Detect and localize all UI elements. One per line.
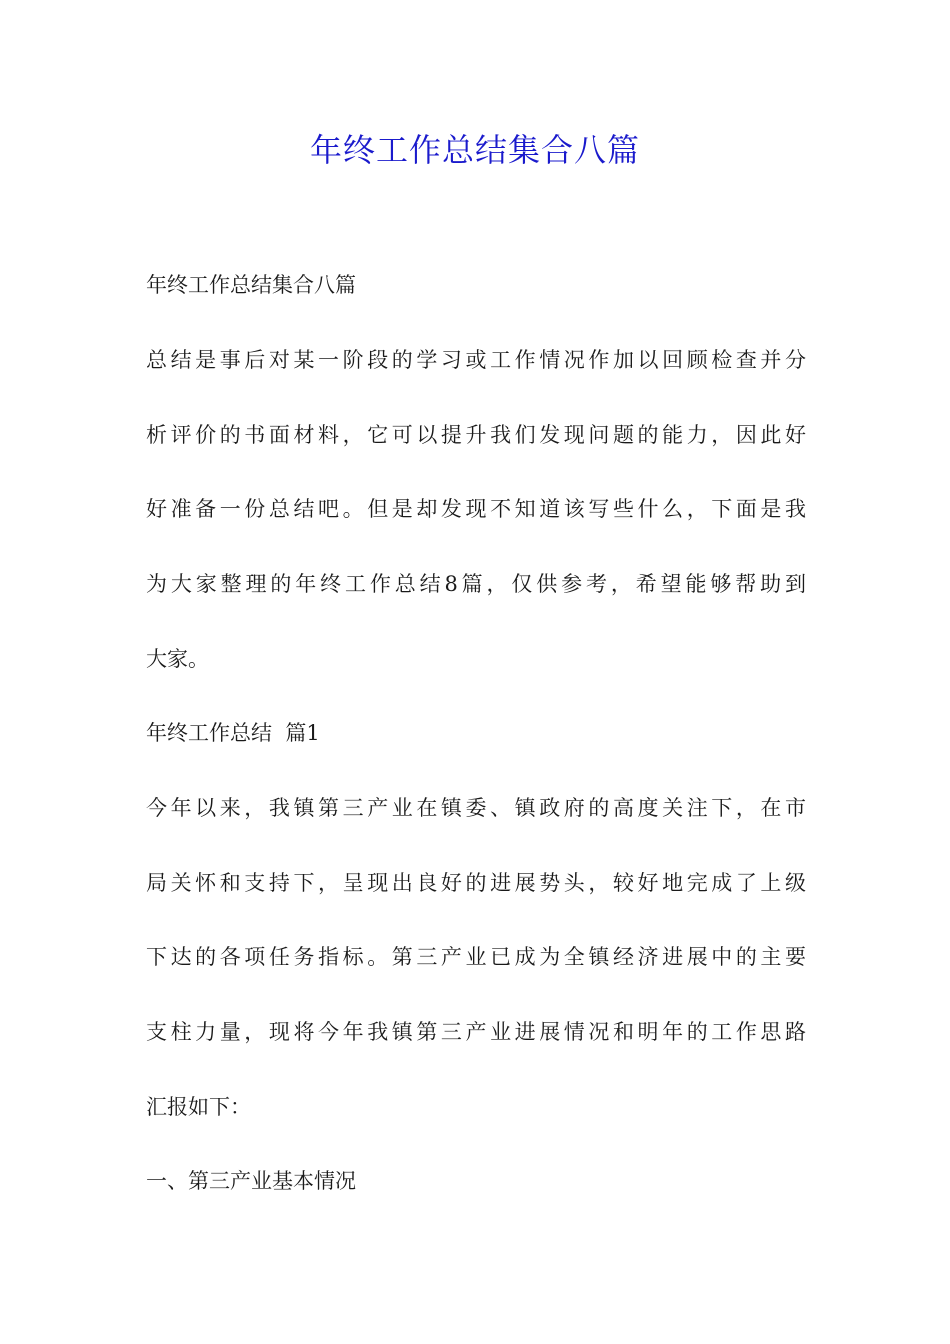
intro-line-5: 大家。 bbox=[146, 647, 209, 671]
section1-line-1: 今年以来，我镇第三产业在镇委、镇政府的高度关注下，在市 bbox=[146, 796, 806, 820]
section1-line-2: 局关怀和支持下，呈现出良好的进展势头，较好地完成了上级 bbox=[146, 871, 806, 895]
document-subtitle: 年终工作总结集合八篇 bbox=[146, 273, 356, 297]
intro-line-2: 析评价的书面材料，它可以提升我们发现问题的能力，因此好 bbox=[146, 423, 806, 447]
intro-line-4: 为大家整理的年终工作总结8篇，仅供参考，希望能够帮助到 bbox=[146, 572, 806, 596]
intro-line-1: 总结是事后对某一阶段的学习或工作情况作加以回顾检查并分 bbox=[146, 348, 806, 372]
section1-line-4: 支柱力量，现将今年我镇第三产业进展情况和明年的工作思路 bbox=[146, 1020, 806, 1044]
section1-line-5: 汇报如下： bbox=[146, 1095, 251, 1119]
document-title: 年终工作总结集合八篇 bbox=[309, 131, 640, 169]
section-heading: 年终工作总结 篇1 bbox=[146, 721, 320, 745]
section1-line-3: 下达的各项任务指标。第三产业已成为全镇经济进展中的主要 bbox=[146, 945, 806, 969]
subsection-heading: 一、第三产业基本情况 bbox=[146, 1169, 356, 1193]
intro-line-3: 好准备一份总结吧。但是却发现不知道该写些什么，下面是我 bbox=[146, 497, 806, 521]
